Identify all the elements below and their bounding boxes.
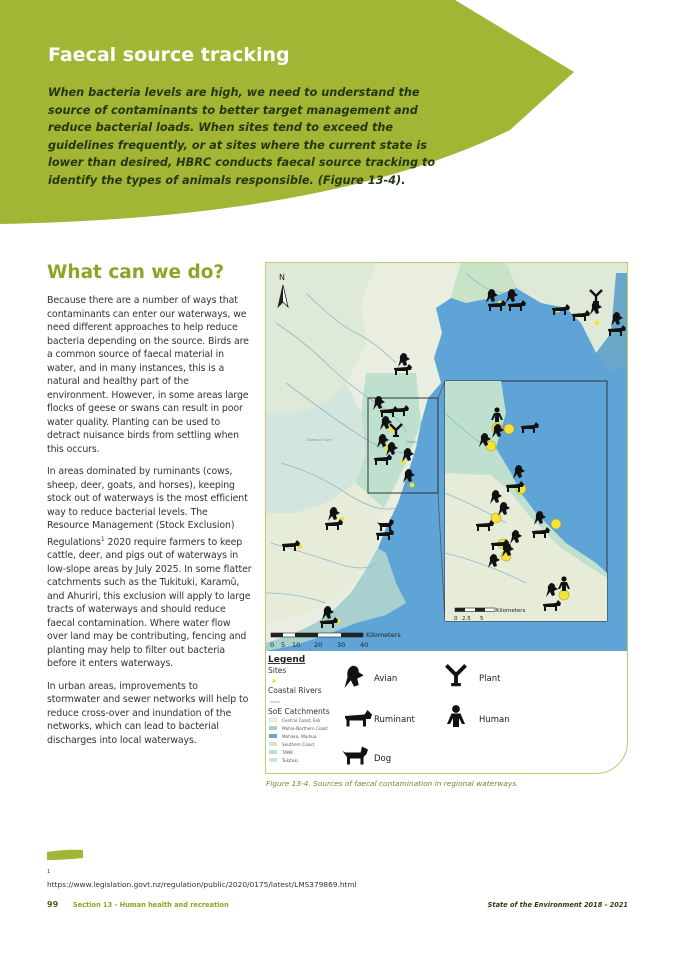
town-label: Napier <box>406 440 418 444</box>
banner-intro: When bacteria levels are high, we need to understand the source of contaminants to better target management and reduce bacterial loads. When sites tend to exceed the guidelines frequently, or at sites where the current state is lower than desired, HBRC conducts faecal source tracking to identify the types of animals responsible. (Figure 13-4). <box>48 86 436 187</box>
legend-ruminant: Ruminant <box>374 715 415 725</box>
body-text-column <box>47 262 252 756</box>
inset-tick: 0 <box>454 616 458 622</box>
main-tick: 10 <box>292 641 301 649</box>
north-label: N <box>279 273 285 282</box>
main-scale-label: Kilometers <box>366 631 401 639</box>
footnote-ref[interactable]: 1 <box>100 535 105 543</box>
section-label: Section 13 - Human health and recreation <box>73 901 229 909</box>
faecal-source-map <box>265 262 628 774</box>
map-legend <box>266 651 627 773</box>
figure-caption: Figure 13-4. Sources of faecal contamination in regional waterways. <box>266 779 519 788</box>
main-tick: 30 <box>337 641 346 649</box>
footnote-number: 1 <box>47 869 51 875</box>
page-number: 99 <box>47 900 59 909</box>
main-tick: 20 <box>314 641 323 649</box>
legend-site-dot <box>272 679 276 683</box>
main-tick: 5 <box>281 641 286 649</box>
section-heading: What can we do? <box>47 262 225 283</box>
legend-human: Human <box>479 715 510 725</box>
legend-dog: Dog <box>374 754 392 764</box>
banner-title: Faecal source tracking <box>48 44 290 66</box>
legend-coastal-rivers: Coastal Rivers <box>268 686 322 695</box>
legend-catchment: TANK <box>282 750 293 755</box>
paragraph-ruminants-start: In areas dominated by ruminants (cows, sheep, deer, goats, and horses), keeping stock out of waterways is the most efficient way to reduce bacterial levels. The Resource Management (Stock Exclusion) Regulations <box>47 466 248 548</box>
inset-scale-label: Kilometers <box>496 608 526 614</box>
legend-soe-title: SoE Catchments <box>268 707 330 716</box>
river-label: Tutaekuri River <box>306 438 333 442</box>
footnote-divider <box>47 849 83 861</box>
main-tick: 0 <box>270 641 275 649</box>
legend-avian: Avian <box>374 674 398 684</box>
inset-tick: 2.5 <box>462 616 471 622</box>
legend-plant: Plant <box>479 674 501 684</box>
legend-sites: Sites <box>268 666 287 675</box>
main-tick: 40 <box>360 641 369 649</box>
inset-tick: 5 <box>480 616 484 622</box>
footnote <box>47 867 357 890</box>
paragraph-ruminants-end: 2020 require farmers to keep cattle, deer, and pigs out of waterways in low-slope areas by July 2025. In some flatter catchments such as the Tukituki, Karamū, and Ahuriri, this exclusion will apply to large tracts of waterways and should reduce faecal contamination. Where water flow over land may be contributing, fencing and planting may help to filter out bacteria before it enters waterways. <box>47 536 252 670</box>
legend-catchment: Tukituki <box>282 758 299 763</box>
legend-catchment: Mahia-Northern Coast <box>282 726 328 731</box>
paragraph-ruminants <box>47 465 252 671</box>
paragraph-urban: In urban areas, improvements to stormwater and sewer networks will help to reduce cross-over and inundation of the networks, which can lead to bacterial discharges into local waterways. <box>47 680 249 746</box>
legend-catchment: Southern Coast <box>282 742 315 747</box>
legend-catchment: Mohaka, Waihua <box>282 734 317 739</box>
paragraph-birds: Because there are a number of ways that contaminants can enter our waterways, we need different approaches to help reduce bacteria depending on the source. Birds are a common source of faecal material in water, and in many instances, this is a natural and healthy part of the environment. However, in some areas large flocks of geese or swans can result in poor water quality. Planting can be used to detract nuisance birds from settling when this occurs. <box>47 295 249 455</box>
legend-title: Legend <box>268 655 306 665</box>
legend-catchment: Central Coast, Esk <box>282 718 321 723</box>
report-title: State of the Environment 2018 - 2021 <box>487 901 628 909</box>
footnote-link[interactable]: https://www.legislation.govt.nz/regulation/public/2020/0175/latest/LMS379869.html <box>47 879 357 889</box>
inset-map <box>445 381 607 621</box>
